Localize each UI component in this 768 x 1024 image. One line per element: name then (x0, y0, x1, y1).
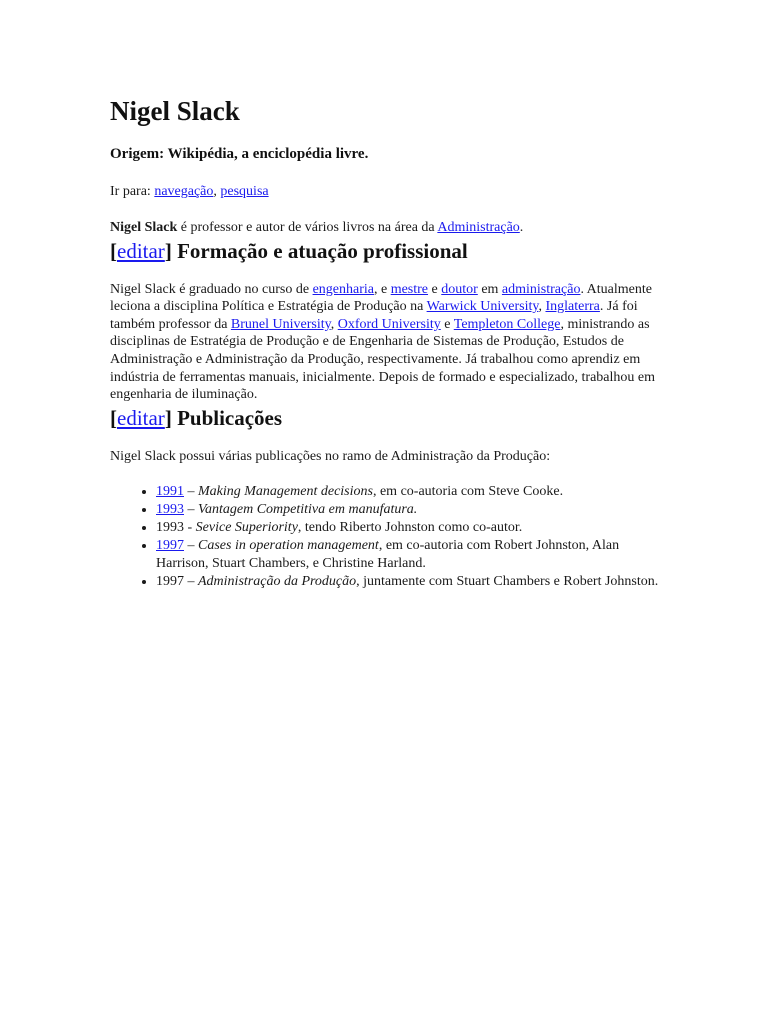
publication-title: Sevice Superiority (195, 520, 298, 536)
publication-title: Administração da Produção (198, 574, 357, 590)
article (110, 94, 662, 591)
oxford-university-link[interactable]: Oxford University (337, 316, 441, 332)
administracao-link-2[interactable]: administração (501, 281, 581, 297)
jump-links (110, 182, 662, 201)
dash: – (184, 538, 198, 554)
engenharia-link[interactable]: engenharia (312, 281, 374, 297)
publication-details: , em co-autoria com Steve Cooke. (372, 484, 564, 500)
edit-bracket-close: ] (164, 405, 178, 430)
publications-list (110, 483, 662, 591)
year-link-1997[interactable]: 1997 (156, 538, 184, 554)
list-item (156, 537, 662, 573)
list-item (156, 519, 662, 537)
edit-bracket-close: ] (164, 238, 178, 263)
mestre-link[interactable]: mestre (390, 281, 429, 297)
list-item (156, 483, 662, 501)
dash: – (184, 484, 198, 500)
text: . Já foi também professor da (110, 299, 638, 332)
publication-title: Making Management decisions (198, 484, 373, 500)
jump-links-prefix: Ir para: (110, 184, 155, 199)
text: . Atualmente leciona a disciplina Política e Estratégia de Produção na (110, 281, 652, 315)
year-link-1993[interactable]: 1993 (156, 502, 184, 518)
section-title-formacao: Formação e atuação profissional (177, 238, 468, 263)
publication-details: , em co-autoria com Robert Johnston, Alan Harrison, Stuart Chambers, e Christine Harland. (156, 538, 620, 572)
intro-paragraph (110, 219, 662, 237)
list-item (156, 501, 662, 519)
text: , ministrando as disciplinas de Estratégia de Produção e de Engenharia de Sistemas de Produção, Estudos de Administração e Administração da Produção, respectivamente. Já trabalhou como aprendiz em indústria de ferramentas manuais, inicialmente. Depois de formado e especializado, trabalhou em engenharia de iluminação. (110, 316, 656, 403)
text: , (330, 316, 338, 332)
edit-link-formacao[interactable]: editar (117, 238, 165, 263)
intro-text: é professor e autor de vários livros na área da (177, 220, 438, 235)
edit-bracket-open: [ (110, 238, 117, 263)
section-title-publicacoes: Publicações (177, 405, 283, 430)
edit-link-publicacoes[interactable]: editar (117, 405, 165, 430)
text: Nigel Slack é graduado no curso de (110, 281, 313, 297)
text: , e (373, 281, 391, 297)
templeton-college-link[interactable]: Templeton College (453, 316, 561, 332)
edit-bracket-open: [ (110, 405, 117, 430)
year-text: 1993 (156, 520, 184, 536)
section-heading-formacao (110, 237, 662, 265)
dash: - (184, 520, 196, 536)
publication-details: , juntamente com Stuart Chambers e Robert Johnston. (356, 574, 659, 590)
publication-title: Cases in operation management (198, 538, 379, 554)
text: , (538, 299, 546, 315)
formacao-paragraph (110, 281, 662, 404)
publication-details: , tendo Riberto Johnston como co-autor. (297, 520, 523, 536)
publication-title: Vantagem Competitiva em manufatura. (198, 502, 418, 518)
section-heading-publicacoes (110, 404, 662, 432)
text: em (477, 281, 502, 297)
search-link[interactable]: pesquisa (220, 184, 269, 199)
dash: – (184, 574, 198, 590)
text: e (440, 316, 454, 332)
dash: – (184, 502, 198, 518)
jump-links-separator: , (213, 184, 221, 199)
year-text: 1997 (156, 574, 184, 590)
publicacoes-intro: Nigel Slack possui várias publicações no ramo de Administração da Produção: (110, 448, 551, 464)
text: e (428, 281, 442, 297)
site-subtitle: Origem: Wikipédia, a enciclopédia livre. (110, 146, 369, 162)
year-link-1991[interactable]: 1991 (156, 484, 184, 500)
brunel-university-link[interactable]: Brunel University (230, 316, 331, 332)
intro-end: . (519, 220, 524, 235)
administracao-link[interactable]: Administração (437, 220, 520, 235)
navigation-link[interactable]: navegação (154, 184, 214, 199)
page-title: Nigel Slack (110, 96, 240, 126)
inglaterra-link[interactable]: Inglaterra (545, 299, 600, 315)
list-item (156, 573, 662, 591)
intro-subject: Nigel Slack (110, 220, 178, 235)
doutor-link[interactable]: doutor (441, 281, 478, 297)
warwick-university-link[interactable]: Warwick University (426, 299, 539, 315)
